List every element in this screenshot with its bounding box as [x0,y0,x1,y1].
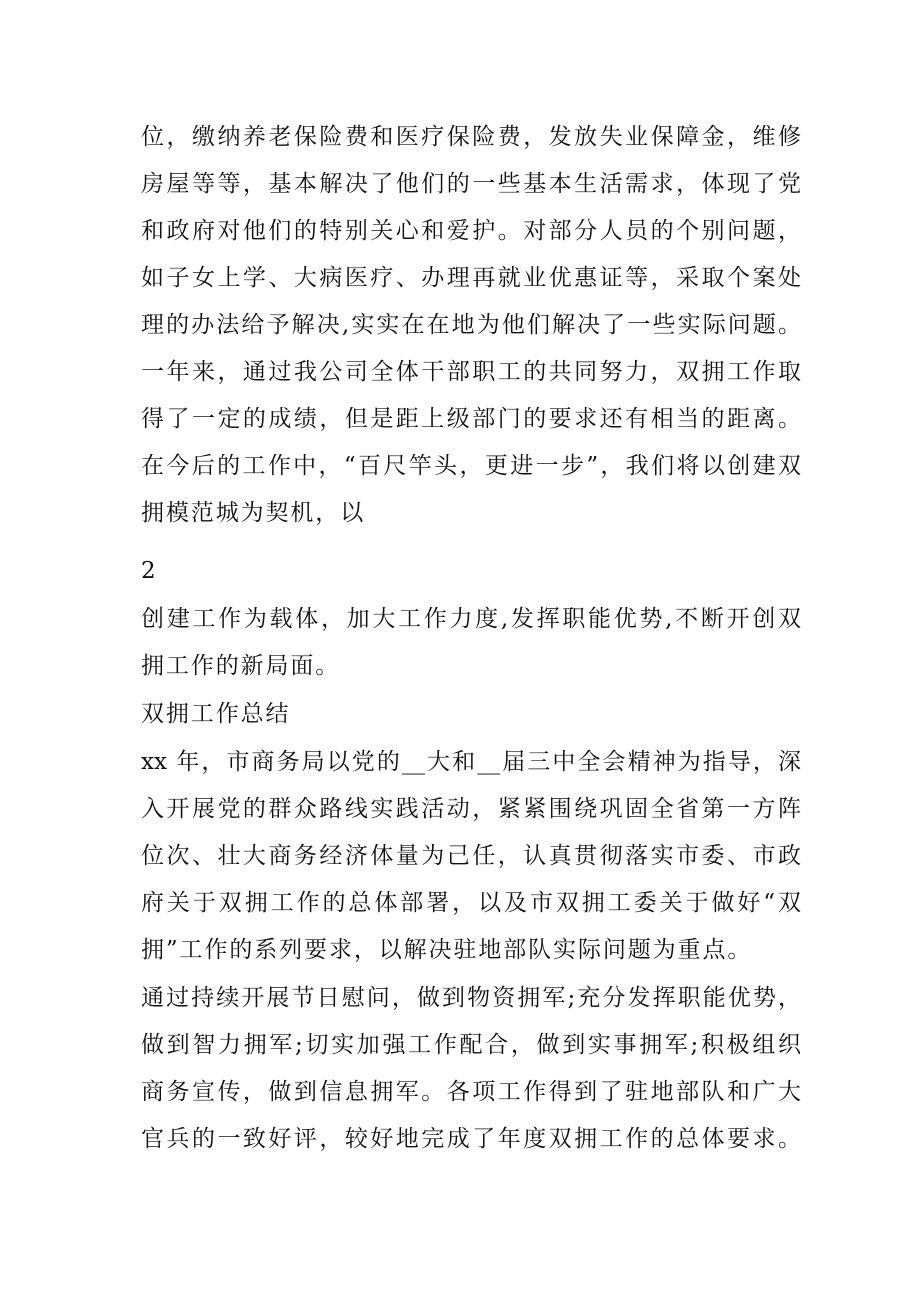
text-line: 如子女上学、大病医疗、办理再就业优惠证等，采取个案处 [141,265,801,291]
text-line: 一年来，通过我公司全体干部职工的共同努力，双拥工作取 [141,359,801,385]
text-line: 和政府对他们的特别关心和爱护。对部分人员的个别问题， [141,218,801,244]
text-line: 拥”工作的系列要求，以解决驻地部队实际问题为重点。 [141,937,753,963]
text-line: 商务宣传，做到信息拥军。各项工作得到了驻地部队和广大 [141,1079,801,1105]
text-line: 通过持续开展节日慰问，做到物资拥军;充分发挥职能优势， [141,985,801,1011]
text-line: 拥模范城为契机，以 [141,500,366,526]
page-number: 2 [141,558,156,584]
text-line: 在今后的工作中，“百尺竿头，更进一步”，我们将以创建双 [141,453,801,479]
text-line: 房屋等等，基本解决了他们的一些基本生活需求，体现了党 [141,171,801,197]
text-line: 府关于双拥工作的总体部署，以及市双拥工委关于做好“双 [141,890,801,916]
text-line: 入开展党的群众路线实践活动，紧紧围绕巩固全省第一方阵 [141,796,801,822]
text-line: 做到智力拥军;切实加强工作配合，做到实事拥军;积极组织 [141,1032,801,1058]
section-heading: 双拥工作总结 [141,701,291,727]
text-line: 创建工作为载体，加大工作力度,发挥职能优势,不断开创双 [141,606,801,632]
text-line: xx 年，市商务局以党的__大和__届三中全会精神为指导，深 [141,749,801,775]
text-line: 位，缴纳养老保险费和医疗保险费，发放失业保障金，维修 [141,124,801,150]
text-line: 拥工作的新局面。 [141,653,341,679]
text-line: 位次、壮大商务经济体量为己任，认真贯彻落实市委、市政 [141,843,801,869]
text-line: 官兵的一致好评，较好地完成了年度双拥工作的总体要求。 [141,1126,801,1152]
text-line: 理的办法给予解决,实实在在地为他们解决了一些实际问题。 [141,312,801,338]
text-line: 得了一定的成绩，但是距上级部门的要求还有相当的距离。 [141,406,801,432]
